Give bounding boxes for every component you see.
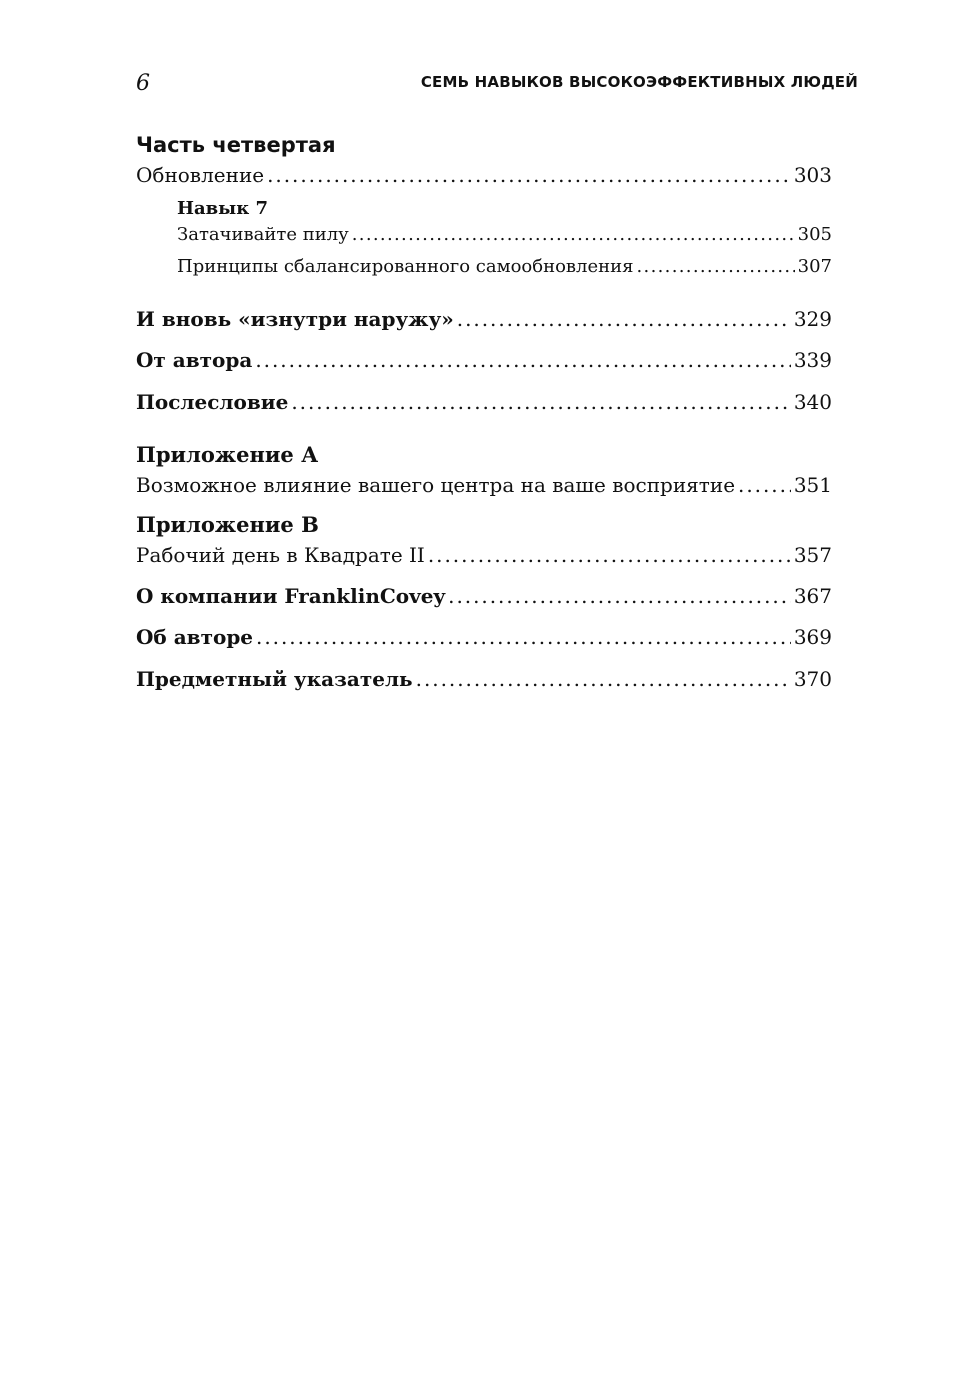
toc-entry-page: 305 (797, 224, 832, 245)
appendix-a-heading: Приложение А (136, 442, 319, 467)
appendix-b-heading: Приложение В (136, 512, 319, 537)
toc-entry-franklincovey[interactable] (136, 582, 832, 610)
toc-entry-renewal[interactable] (136, 161, 832, 189)
toc-entry-appendix-b[interactable] (136, 541, 832, 569)
dot-leader (291, 388, 791, 416)
dot-leader (267, 161, 791, 189)
toc-entry-title: Рабочий день в Квадрате II (136, 543, 425, 567)
dot-leader (448, 582, 791, 610)
toc-entry-page: 339 (793, 348, 832, 372)
dot-leader (428, 541, 791, 569)
toc-entry-page: 307 (797, 256, 832, 277)
toc-entry-title: Принципы сбалансированного самообновления (177, 256, 634, 277)
toc-entry-title: Послесловие (136, 390, 289, 414)
dot-leader (256, 623, 791, 651)
toc-entry-page: 370 (793, 667, 832, 691)
toc-entry-title: Предметный указатель (136, 667, 413, 691)
dot-leader (457, 305, 791, 333)
dot-leader (738, 471, 791, 499)
toc-entry-title: О компании FranklinCovey (136, 584, 446, 608)
toc-entry-title: Об авторе (136, 625, 254, 649)
dot-leader (637, 254, 795, 280)
toc-entry-title: Возможное влияние вашего центра на ваше восприятие (136, 473, 736, 497)
toc-entry-page: 340 (793, 390, 832, 414)
toc-entry-page: 329 (793, 307, 832, 331)
toc-entry-title: Затачивайте пилу (177, 224, 349, 245)
toc-entry-page: 351 (793, 473, 832, 497)
running-header: СЕМЬ НАВЫКОВ ВЫСОКОЭФФЕКТИВНЫХ ЛЮДЕЙ (420, 73, 858, 91)
toc-entry-title: Обновление (136, 163, 265, 187)
toc-entry-habit-2[interactable] (177, 254, 832, 280)
page-number: 6 (136, 71, 150, 96)
habit-heading: Навык 7 (177, 198, 269, 219)
toc-entry-afterword[interactable] (136, 388, 832, 416)
toc-entry-page: 303 (793, 163, 832, 187)
toc-entry-appendix-a[interactable] (136, 471, 832, 499)
toc-entry-title: И вновь «изнутри наружу» (136, 307, 454, 331)
dot-leader (352, 222, 795, 248)
toc-entry-inside-out[interactable] (136, 305, 832, 333)
toc-entry-from-author[interactable] (136, 346, 832, 374)
toc-entry-subject-index[interactable] (136, 665, 832, 693)
toc-entry-page: 357 (793, 543, 832, 567)
toc-entry-habit-1[interactable] (177, 222, 832, 248)
toc-entry-page: 367 (793, 584, 832, 608)
dot-leader (255, 346, 791, 374)
toc-entry-page: 369 (793, 625, 832, 649)
part-heading: Часть четвертая (136, 133, 336, 157)
toc-entry-title: От автора (136, 348, 253, 372)
dot-leader (416, 665, 791, 693)
toc-entry-about-author[interactable] (136, 623, 832, 651)
